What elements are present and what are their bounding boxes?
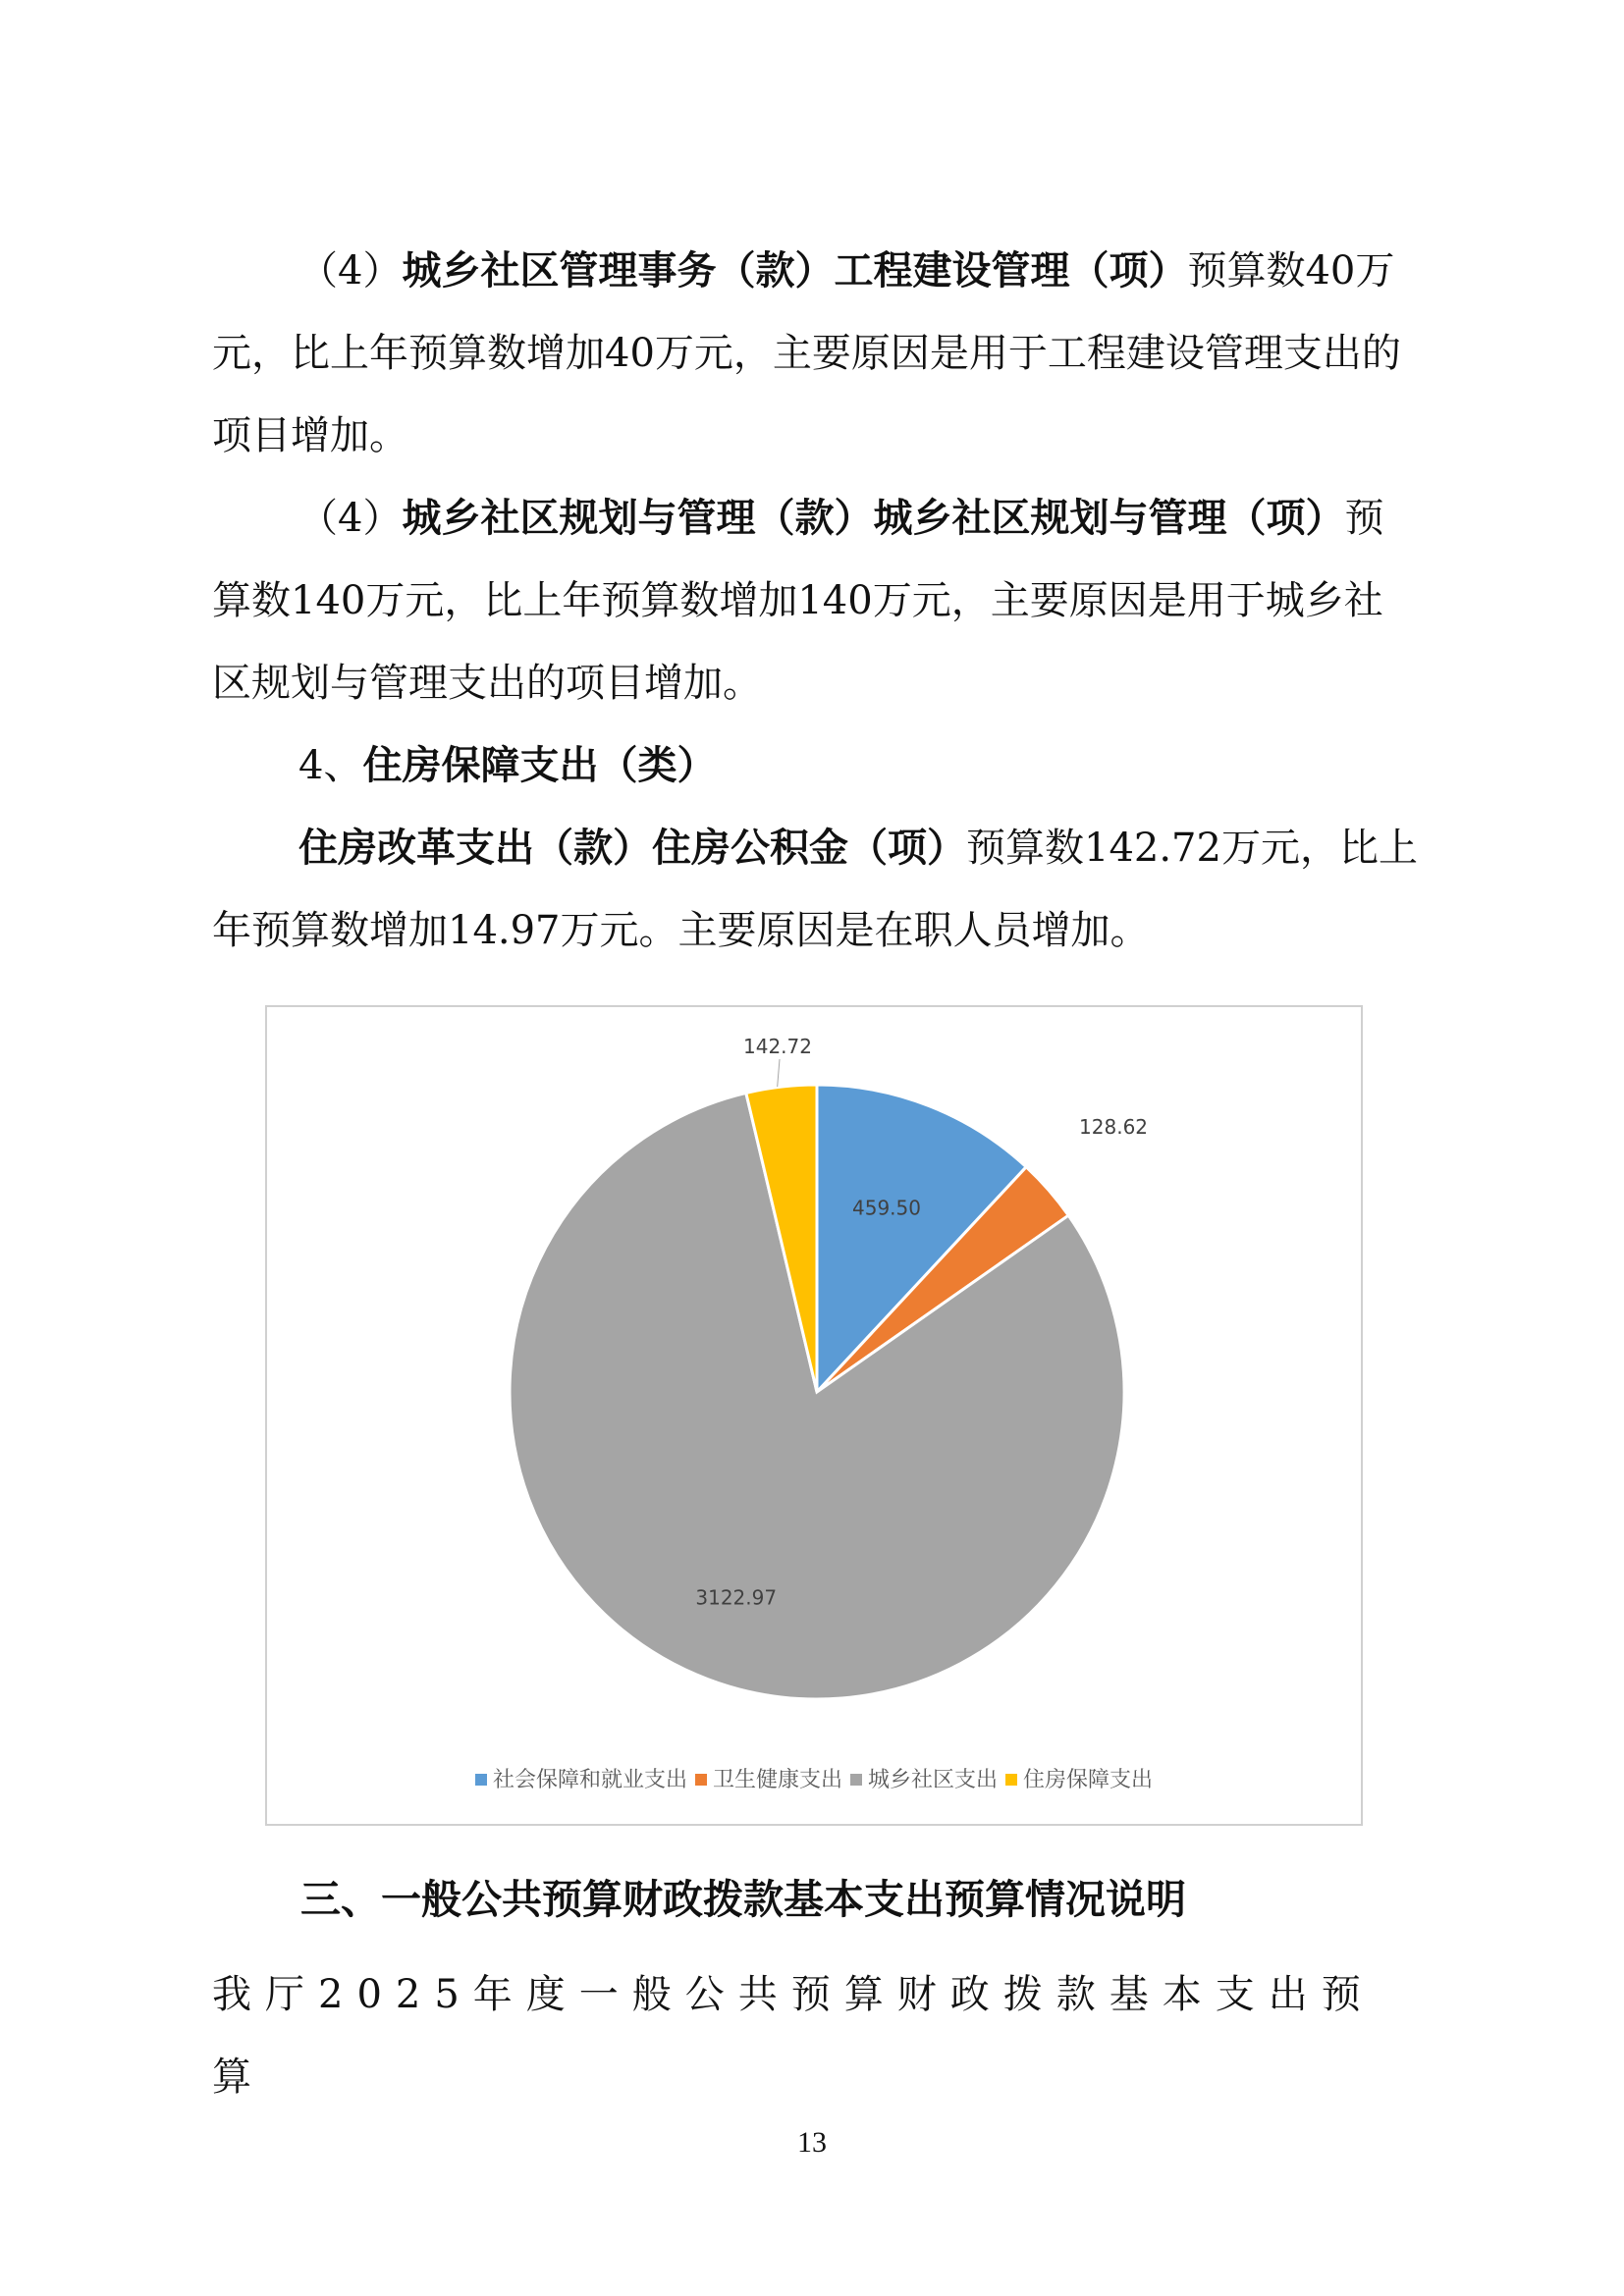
data-label-3: 3122.97 [695,1585,778,1610]
legend-item-4 [1005,1763,1153,1793]
paragraph-basic-expenditure-intro: 我厅2025年度一般公共预算财政拨款基本支出预算 [212,1972,1375,2100]
label-leader-line [778,1059,780,1087]
section-heading-housing [212,724,1420,807]
paragraph-engineering-management [212,230,1420,477]
page-number: 13 [797,2126,827,2159]
paragraph-planning-management [212,477,1420,724]
bold-item-title: 住房改革支出（款）住房公积金（项） [298,825,966,871]
item-prefix: 4、 [298,743,363,788]
legend-swatch [1005,1774,1017,1786]
pie-chart-svg [267,1007,1361,1824]
bold-item-title: 城乡社区管理事务（款）工程建设管理（项） [402,247,1188,294]
paragraph-text: 预算数40万元，比上年预算数增加40万元，主要原因是用于工程建设管理支出的项目增加。 [212,248,1401,458]
bold-item-title: 城乡社区规划与管理（款）城乡社区规划与管理（项） [402,495,1345,541]
legend-label: 卫生健康支出 [712,1768,842,1792]
data-label-1: 459.50 [852,1196,921,1220]
paragraph-housing-fund [212,807,1420,972]
item-prefix: （4） [298,496,403,541]
paragraph-text: 预算数140万元，比上年预算数增加140万元，主要原因是用于城乡社区规划与管理支出的项目增加。 [212,496,1384,706]
legend-swatch [850,1774,862,1786]
pie-chart [265,1005,1363,1826]
paragraph-text: 预算数142.72万元，比上年预算数增加14.97万元。主要原因是在职人员增加。 [212,826,1418,953]
item-prefix: （4） [298,248,403,294]
legend-item-2 [695,1763,842,1793]
legend-item-1 [475,1763,687,1793]
section-heading-basic-expenditure: 三、一般公共预算财政拨款基本支出预算情况说明 [300,1876,1186,1923]
legend-swatch [695,1774,707,1786]
legend-item-3 [850,1763,998,1793]
legend-label: 城乡社区支出 [868,1768,999,1792]
bold-item-title: 住房保障支出（类） [362,742,717,788]
legend-swatch [475,1774,487,1786]
legend-label: 住房保障支出 [1023,1768,1154,1792]
data-label-2: 128.62 [1079,1114,1149,1139]
chart-legend [267,1763,1361,1793]
data-label-4: 142.72 [743,1035,812,1058]
legend-label: 社会保障和就业支出 [492,1768,687,1792]
